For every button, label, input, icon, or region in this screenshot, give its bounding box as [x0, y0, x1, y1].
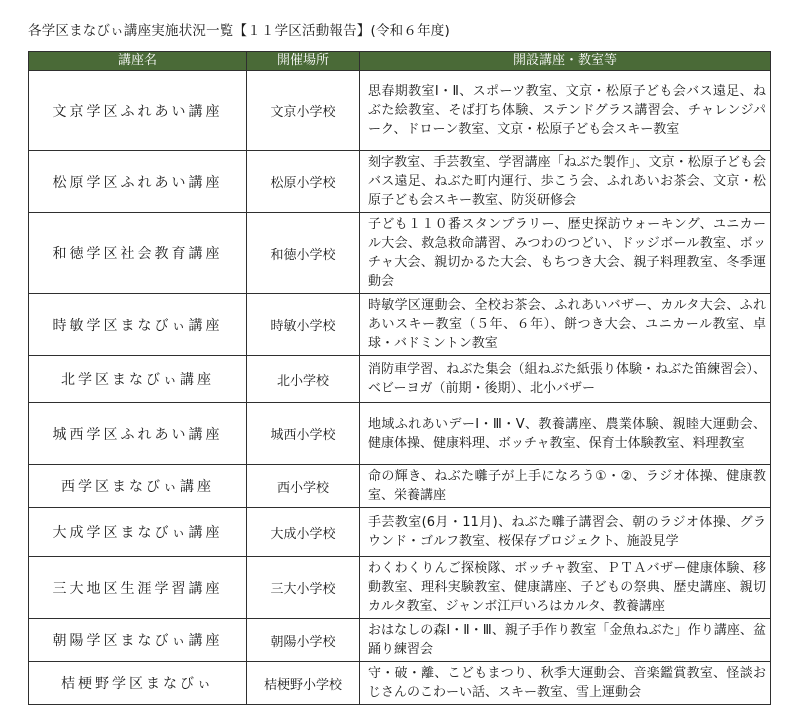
- course-name-cell: 文京学区ふれあい講座: [29, 71, 247, 151]
- course-name-cell: 時敏学区まなびぃ講座: [29, 294, 247, 356]
- courses-text: 時敏学区運動会、全校お茶会、ふれあいバザー、カルタ大会、ふれあいスキー教室（５年、６年）、餅つき大会、ユニカール教室、卓球・バドミントン教室: [368, 298, 766, 351]
- venue-cell: 北小学校: [247, 356, 360, 403]
- courses-cell: [360, 557, 771, 619]
- table-row: [29, 465, 771, 508]
- table-row: [29, 356, 771, 403]
- courses-text: おはなしの森Ⅰ・Ⅱ・Ⅲ、親子手作り教室「金魚ねぶた」作り講座、盆踊り練習会: [368, 623, 766, 657]
- venue-cell: 朝陽小学校: [247, 619, 360, 662]
- courses-text: 手芸教室(6月・11月)、ねぶた囃子講習会、朝のラジオ体操、グラウンド・ゴルフ教室、桜保存プロジェクト、施設見学: [368, 515, 766, 549]
- courses-text: 守・破・離、こどもまつり、秋季大運動会、音楽鑑賞教室、怪談おじさんのこわーい話、スキー教室、雪上運動会: [368, 666, 766, 700]
- venue-cell: 時敏小学校: [247, 294, 360, 356]
- column-header-courses: 開設講座・教室等: [360, 52, 771, 71]
- column-header-venue: 開催場所: [247, 52, 360, 71]
- course-name-cell: 大成学区まなびぃ講座: [29, 508, 247, 557]
- courses-text: 地域ふれあいデーⅠ・Ⅲ・Ⅴ、教養講座、農業体験、親睦大運動会、健康体操、健康料理、ボッチャ教室、保育士体験教室、料理教室: [368, 416, 766, 451]
- table-row: [29, 151, 771, 213]
- course-name-cell: 西学区まなびぃ講座: [29, 465, 247, 508]
- courses-cell: [360, 71, 771, 151]
- table-row: [29, 619, 771, 662]
- courses-cell: [360, 662, 771, 705]
- courses-text: わくわくりんご探検隊、ボッチャ教室、ＰＴＡバザー健康体験、移動教室、理科実験教室、健康講座、子どもの祭典、歴史講座、親切カルタ教室、ジャンボ江戸いろはカルタ、教養講座: [368, 561, 766, 614]
- activity-report-table: [28, 51, 771, 705]
- courses-cell: [360, 465, 771, 508]
- courses-text: 命の輝き、ねぶた囃子が上手になろう①・②、ラジオ体操、健康教室、栄養講座: [368, 469, 766, 503]
- table-header-row: [29, 52, 771, 71]
- table-row: [29, 557, 771, 619]
- venue-cell: 松原小学校: [247, 151, 360, 213]
- courses-text: 思春期教室Ⅰ・Ⅱ、スポーツ教室、文京・松原子ども会バス遠足、ねぶた絵教室、そば打ち体験、ステンドグラス講習会、チャレンジパーク、ドローン教室、文京・松原子ども会スキー教室: [368, 84, 766, 137]
- venue-cell: 文京小学校: [247, 71, 360, 151]
- courses-cell: [360, 403, 771, 465]
- venue-cell: 和徳小学校: [247, 213, 360, 294]
- courses-cell: [360, 619, 771, 662]
- table-row: [29, 508, 771, 557]
- venue-cell: 三大小学校: [247, 557, 360, 619]
- venue-cell: 西小学校: [247, 465, 360, 508]
- column-header-course-name: 講座名: [29, 52, 247, 71]
- courses-text: 子ども１１０番スタンプラリー、歴史探訪ウォーキング、ユニカール大会、救急救命講習、みつわのつどい、ドッジボール教室、ボッチャ大会、親切かるた大会、もちつき大会、親子料理教室、冬季運動会: [368, 217, 766, 289]
- courses-cell: [360, 508, 771, 557]
- table-row: [29, 403, 771, 465]
- courses-cell: [360, 213, 771, 294]
- course-name-cell: 朝陽学区まなびぃ講座: [29, 619, 247, 662]
- courses-cell: [360, 356, 771, 403]
- courses-cell: [360, 294, 771, 356]
- venue-cell: 大成小学校: [247, 508, 360, 557]
- venue-cell: 城西小学校: [247, 403, 360, 465]
- courses-text: 刻字教室、手芸教室、学習講座「ねぶた製作」、文京・松原子ども会バス遠足、ねぶた町内運行、歩こう会、ふれあいお茶会、文京・松原子ども会スキー教室、防災研修会: [368, 155, 766, 208]
- page-title: 各学区まなびぃ講座実施状況一覧【１１学区活動報告】(令和６年度): [28, 23, 450, 39]
- venue-cell: 桔梗野小学校: [247, 662, 360, 705]
- course-name-cell: 桔梗野学区まなびぃ: [29, 662, 247, 705]
- course-name-cell: 北学区まなびぃ講座: [29, 356, 247, 403]
- course-name-cell: 松原学区ふれあい講座: [29, 151, 247, 213]
- table-row: [29, 294, 771, 356]
- table-row: [29, 71, 771, 151]
- courses-cell: [360, 151, 771, 213]
- course-name-cell: 三大地区生涯学習講座: [29, 557, 247, 619]
- table-row: [29, 213, 771, 294]
- course-name-cell: 和徳学区社会教育講座: [29, 213, 247, 294]
- course-name-cell: 城西学区ふれあい講座: [29, 403, 247, 465]
- table-row: [29, 662, 771, 705]
- courses-text: 消防車学習、ねぶた集会（組ねぶた紙張り体験・ねぶた笛練習会）、ベビーヨガ（前期・後期）、北小バザー: [368, 362, 766, 396]
